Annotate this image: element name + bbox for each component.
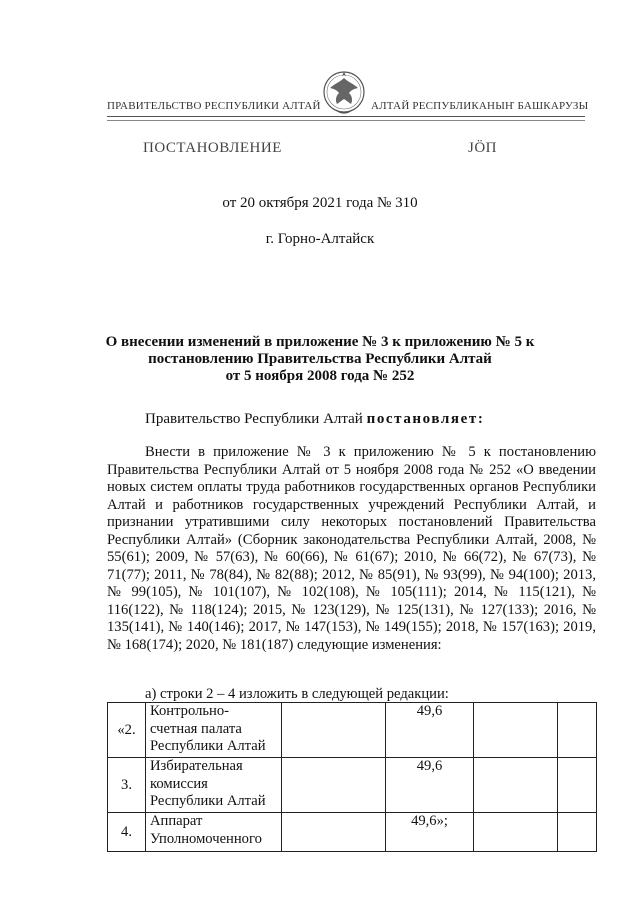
row-name-line: Уполномоченного [150,830,262,847]
row-name [146,758,282,813]
table-row [108,813,597,852]
date-line: от 20 октября 2021 года № 310 [222,195,418,211]
document-title [0,334,640,385]
preamble-text: Правительство Республики Алтай [145,411,367,427]
row-name-line: Избирательная [150,758,243,774]
row-value: 49,6»; [386,813,474,852]
table-row [108,703,597,758]
empty-cell [474,758,558,813]
empty-cell [282,703,386,758]
doc-type-ru: ПОСТАНОВЛЕНИЕ [143,140,282,156]
title-line-3: от 5 ноября 2008 года № 252 [225,368,415,384]
org-name-ru: ПРАВИТЕЛЬСТВО РЕСПУБЛИКИ АЛТАЙ [107,100,321,112]
table-row [108,758,597,813]
empty-cell [558,813,597,852]
row-number: 4. [108,813,146,852]
row-value: 49,6 [386,758,474,813]
empty-cell [558,703,597,758]
row-name-line: комиссия [150,775,208,792]
city-line: г. Горно-Алтайск [265,231,375,247]
row-name [146,703,282,758]
row-number: 3. [108,758,146,813]
row-number: «2. [108,703,146,758]
header-divider-thin [107,120,585,121]
row-name-line: Аппарат [150,813,203,829]
preamble [145,411,484,428]
row-name [146,813,282,852]
empty-cell [474,813,558,852]
row-value: 49,6 [386,703,474,758]
emblem-icon [322,66,366,120]
row-name-line: счетная палата [150,720,242,737]
row-name-line: Контрольно- [150,703,229,719]
row-name-line: Республики Алтай [150,738,266,754]
title-line-1: О внесении изменений в приложение № 3 к приложению № 5 к [105,334,535,350]
changes-table [107,702,597,852]
row-name-line: Республики Алтай [150,793,266,809]
empty-cell [282,813,386,852]
title-line-2: постановлению Правительства Республики Алтай [148,351,492,367]
empty-cell [282,758,386,813]
doc-type-alt: ЈӦП [468,140,498,156]
body-paragraph: Внести в приложение № 3 к приложению № 5 к постановлению Правительства Республики Алтай от 5 ноября 2008 года № 252 «О введении новых систем оплаты труда работников государственных органов Республики Алтай и работников государственных учреждений Республики Алтай, и признании утратившими силу некоторых постановлений Правительства Республики Алтай» (Сборник законодательства Республики Алтай, 2008, № 55(61); 2009, № 57(63), № 60(66), № 61(67); 2010, № 66(72), № 67(73), № 71(77); 2011, № 78(84), № 82(88); 2012, № 85(91), № 93(99), № 94(100); 2013, № 99(105), № 101(107), № 102(108), № 105(111); 2014, № 115(121), № 116(122), № 118(124); 2015, № 123(129), № 125(131), № 127(133); 2016, № 135(141), № 140(146); 2017, № 147(153), № 149(155); 2018, № 157(163); 2019, № 168(174); 2020, № 181(187) следующие изменения: [107,444,596,653]
empty-cell [558,758,597,813]
subpoint-a: а) строки 2 – 4 изложить в следующей редакции: [145,686,449,702]
empty-cell [474,703,558,758]
preamble-decree: постановляет: [366,411,485,427]
header-divider [107,116,585,117]
org-name-alt: АЛТАЙ РЕСПУБЛИКАНЫҤ БАШКАРУЗЫ [371,100,589,112]
